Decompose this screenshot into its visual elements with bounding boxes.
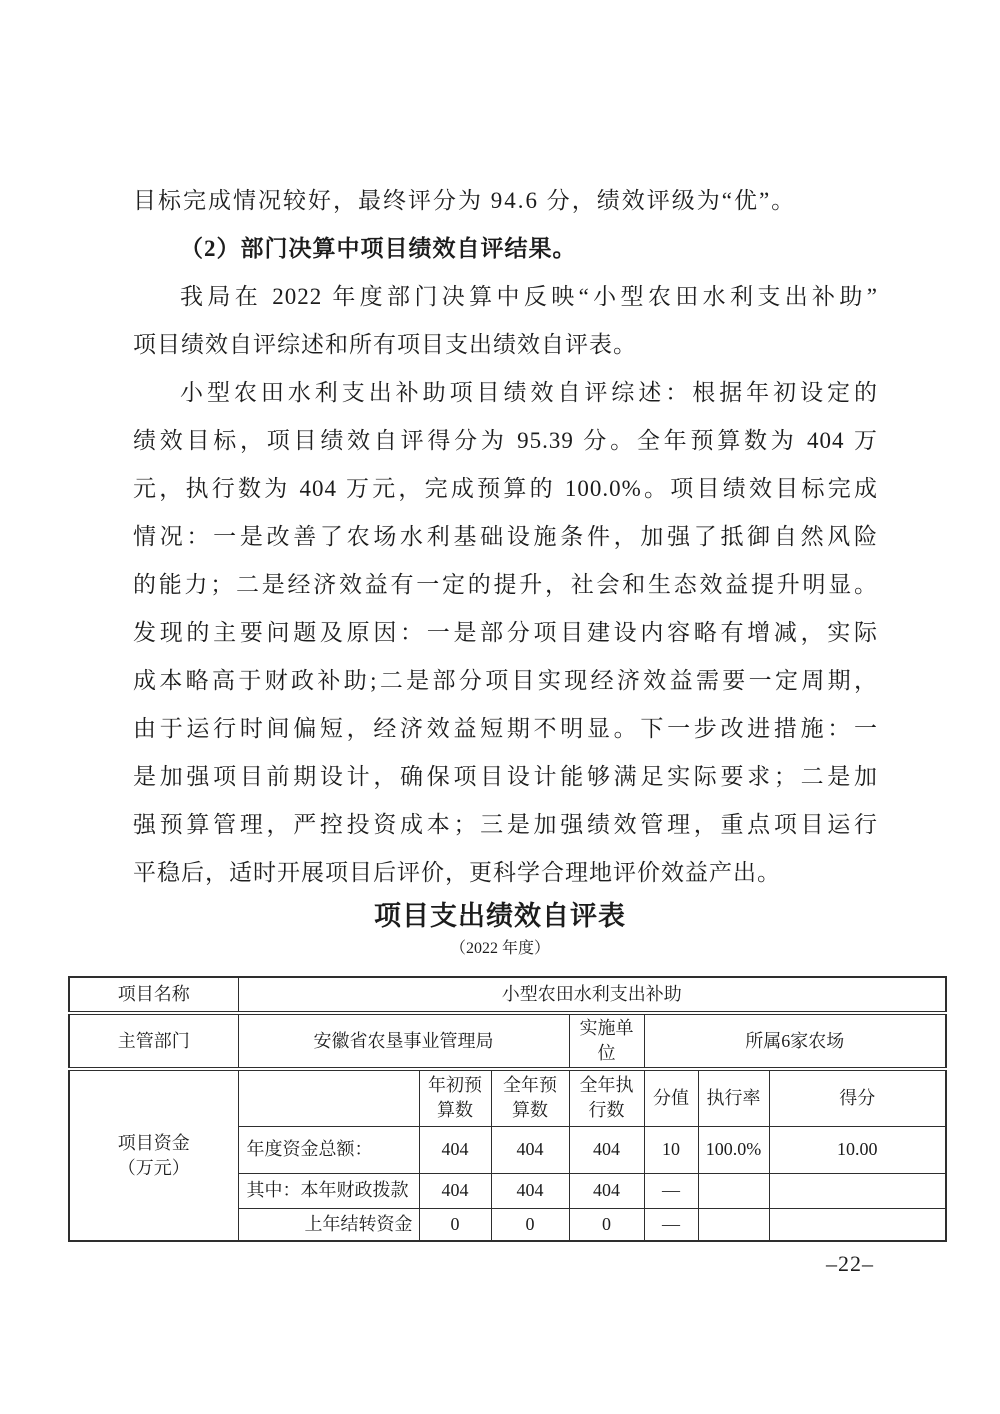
cell-initial-budget: 404	[419, 1173, 491, 1208]
body-line: 情况：一是改善了农场水利基础设施条件，加强了抵御自然风险	[133, 524, 878, 549]
body-line: 强预算管理，严控投资成本；三是加强绩效管理，重点项目运行	[133, 812, 878, 837]
funding-label-line2: （万元）	[117, 1157, 190, 1178]
cell-row-name: 年度资金总额：	[238, 1126, 419, 1173]
cell-annual-budget: 404	[491, 1126, 569, 1173]
body-line: 元，执行数为 404 万元，完成预算的 100.0%。项目绩效目标完成	[133, 476, 878, 501]
cell-score-weight: —	[644, 1173, 698, 1208]
cell-impl-unit-value: 所属6家农场	[644, 1013, 946, 1069]
col-header-initial-budget: 年初预算数	[419, 1069, 491, 1126]
body-line: 小型农田水利支出补助项目绩效自评综述：根据年初设定的	[180, 380, 878, 405]
body-line: 成本略高于财政补助;二是部分项目实现经济效益需要一定周期，	[133, 668, 878, 693]
cell-dept-value: 安徽省农垦事业管理局	[238, 1013, 569, 1069]
cell-funding-group-label	[69, 1069, 238, 1241]
table-row	[69, 1013, 946, 1069]
body-line: 项目绩效自评综述和所有项目支出绩效自评表。	[133, 332, 637, 357]
cell-execution-rate	[698, 1208, 769, 1241]
cell-annual-budget: 404	[491, 1173, 569, 1208]
body-line: 的能力；二是经济效益有一定的提升，社会和生态效益提升明显。	[133, 572, 878, 597]
body-line: 目标完成情况较好，最终评分为 94.6 分，绩效评级为“优”。	[133, 188, 797, 213]
self-eval-table	[68, 976, 947, 1242]
body-line: 由于运行时间偏短，经济效益短期不明显。下一步改进措施：一	[133, 716, 878, 741]
cell-blank-header	[238, 1069, 419, 1126]
cell-initial-budget: 0	[419, 1208, 491, 1241]
body-line: 发现的主要问题及原因：一是部分项目建设内容略有增减，实际	[133, 620, 878, 645]
col-header-score: 得分	[769, 1069, 946, 1126]
cell-score	[769, 1173, 946, 1208]
cell-initial-budget: 404	[419, 1126, 491, 1173]
table-subtitle: （2022 年度）	[449, 940, 550, 957]
col-header-annual-executed: 全年执行数	[569, 1069, 644, 1126]
cell-score: 10.00	[769, 1126, 946, 1173]
body-text-block	[133, 177, 878, 897]
col-header-execution-rate: 执行率	[698, 1069, 769, 1126]
cell-annual-executed: 0	[569, 1208, 644, 1241]
cell-impl-unit-label: 实施单位	[569, 1013, 644, 1069]
cell-project-name-label: 项目名称	[69, 977, 238, 1013]
cell-score	[769, 1208, 946, 1241]
section-heading: （2）部门决算中项目绩效自评结果。	[180, 236, 577, 261]
cell-execution-rate: 100.0%	[698, 1126, 769, 1173]
cell-annual-budget: 0	[491, 1208, 569, 1241]
col-header-score-weight: 分值	[644, 1069, 698, 1126]
cell-score-weight: 10	[644, 1126, 698, 1173]
body-line: 我局在 2022 年度部门决算中反映“小型农田水利支出补助”	[180, 284, 878, 309]
table-header-row	[69, 1069, 946, 1126]
table-title: 项目支出绩效自评表	[374, 901, 626, 931]
cell-annual-executed: 404	[569, 1126, 644, 1173]
col-header-annual-budget: 全年预算数	[491, 1069, 569, 1126]
body-line: 是加强项目前期设计，确保项目设计能够满足实际要求；二是加	[133, 764, 878, 789]
cell-project-name-value: 小型农田水利支出补助	[238, 977, 946, 1013]
funding-label-line1: 项目资金	[117, 1132, 190, 1153]
page-number: –22–	[826, 1251, 874, 1276]
cell-row-name: 其中：本年财政拨款	[238, 1173, 419, 1208]
cell-dept-label: 主管部门	[69, 1013, 238, 1069]
cell-score-weight: —	[644, 1208, 698, 1241]
body-line: 绩效目标，项目绩效自评得分为 95.39 分。全年预算数为 404 万	[133, 428, 878, 453]
cell-annual-executed: 404	[569, 1173, 644, 1208]
table-row	[69, 977, 946, 1013]
cell-execution-rate	[698, 1173, 769, 1208]
cell-row-name: 上年结转资金	[238, 1208, 419, 1241]
body-line: 平稳后，适时开展项目后评价，更科学合理地评价效益产出。	[133, 860, 781, 885]
